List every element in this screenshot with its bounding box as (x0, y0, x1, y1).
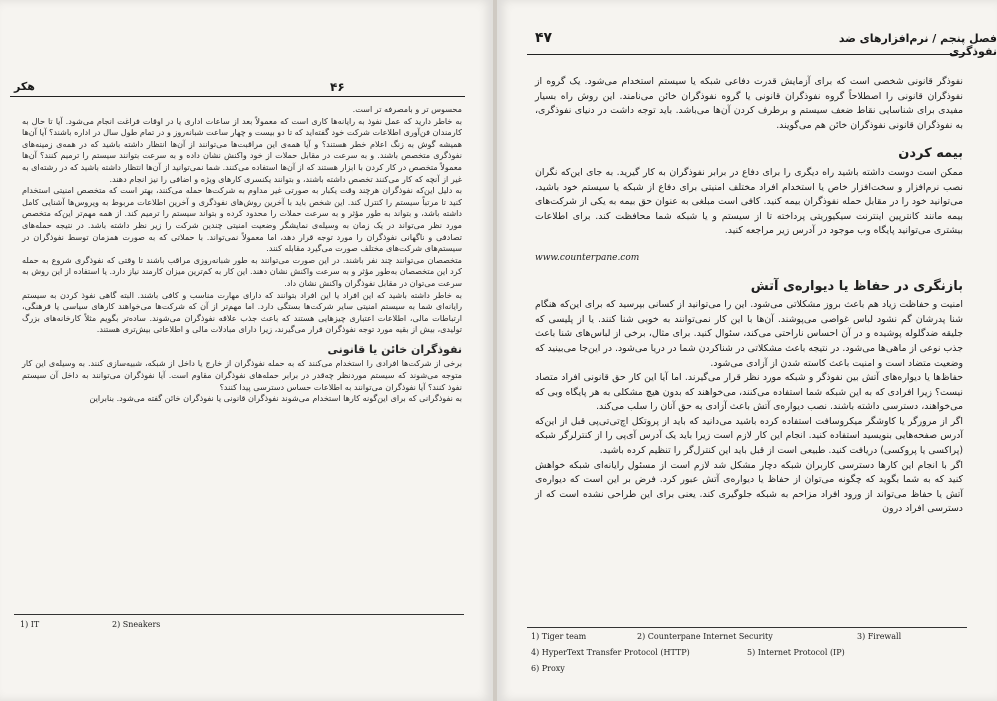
left-section-title: نفوذگران خائن یا قانونی (327, 342, 462, 356)
left-paragraph: محسوس تر و بامصرفه تر است. (352, 104, 462, 114)
left-paragraph: به خاطر داشته باشید که این افراد یا این افراد بتوانند که دارای مهارت مناسب و کافی باشند. البته گاهی نفوذ کردن به سیستم رایانه‌ای شما به سیستم امنیتی سایر شرکت‌ها بستگی دارد. اما مهم‌تر از آن که شرکت‌ها می‌خواهند کارهای سیاسی یا فرهنگی، ارتباطات مالی، اطلاعات اعتباری چیزهایی هستند که باعث جذب علاقه نفوذگران می‌شوند. ساده‌تر بگویم مثلاً کارخانه‌های بزرگ تولیدی، بیش از بقیه مورد توجه نفوذگران قرار می‌گیرند، زیرا دارای مبادلات مالی و اطلاعاتی بیش‌تری هستند. (22, 289, 462, 335)
counterpane-url: www.counterpane.com (535, 252, 640, 263)
right-page-number: ۴۷ (535, 30, 553, 46)
left-page-number: ۴۶ (330, 80, 345, 94)
left-paragraph: متخصصان می‌توانند چند نفر باشند. در این صورت می‌توانند به طور شبانه‌روزی مراقب باشند تا وقتی که نفوذگری شروع به حمله کرد این متخصصان به‌طور مؤثر و به سرعت واکنش نشان دهند. این کار به کم‌ترین میزان کارمند نیاز دارد. یا استفاده از این روش به سرعت می‌توان در مقابل نفوذگران واکنش نشان داد. (22, 254, 462, 288)
right-footnote: 5) Internet Protocol (IP) (747, 648, 845, 657)
right-footnote: 3) Firewall (857, 632, 902, 641)
left-section-paragraph: به نفوذگرانی که برای این‌گونه کارها استخدام می‌شوند نفوذگران قانونی یا نفوذگران خائن گفته می‌شود. بنابراین (89, 393, 462, 404)
right-page (497, 0, 997, 701)
left-paragraph: به خاطر دارید که عمل نفوذ به رایانه‌ها کاری است که معمولاً بعد از ساعات اداری یا در اوقات فراغت انجام می‌شود. آیا تا حال به کارمندان فن‌آوری اطلاعات شرکت خود گفته‌اید که تا دو بیست و چهار ساعت شبانه‌روز و در تمام طول سال در اداره باشند؟ آیا آن‌ها همیشه گوش به زنگ اعلام خطر هستند؟ و آیا همه‌ی این مراقبت‌ها می‌توانند از آن‌ها انتظار داشته باشید که در همه‌ی زمینه‌های نفوذگری متخصص باشند. و به سرعت در مقابل حملات از خود واکنش نشان داده و به سرعت بتوانند سیستم را ترمیم کنند؟ آن‌ها معمولاً متخصص در کار کردن با ابزار هستند که از آن‌ها استفاده می‌کنند. شما نمی‌توانید از آن‌ها انتظار داشته باشید که در رشته‌ای به غیر از آنچه که کار می‌کنند تخصص داشته باشند، و بتوانند یکنسری کارهای ویژه و اضافی را نیز انجام دهند. (22, 115, 462, 184)
right-paragraph: حفاظ‌ها یا دیواره‌های آتش بین نفوذگر و شبکه مورد نظر قرار می‌گیرند. اما آیا این کار حق قانونی افراد متصاد نیست؟ زیرا افرادی که به این شبکه شما استفاده می‌کنند، می‌خواهند که بدون هیچ مشکلی به هر پایگاه وبی که می‌خواهند، دسترسی داشته باشند. نصب دیواره‌ی آتش باعث آزادی به حق آنان را سلب می‌کند. (535, 372, 963, 413)
right-footnote: 6) Proxy (531, 664, 565, 673)
left-header-rule (10, 96, 465, 97)
right-section-paragraph: ممکن است دوست داشته باشید راه دیگری را برای دفاع در برابر نفوذگران به کار گیرید. به جای این‌که نگران نصب نرم‌افزار و سخت‌افزار خاص یا استخدام افراد مختلف امنیتی برای دفاع از شبکه یا سیستم خود باشید، می‌توانید خود را در مقابل حمله نفوذگران بیمه کنید. کافی است مبلغی به عنوان حق بیمه به یکی از شرکت‌های بیمه مانند کانترپین اینترنت سیکیوریتی پرداخته تا از سیستم و یا شبکه شما محافظت کند. برای اطلاعات بیشتری می‌توانید پایگاه وب موجود در آدرس زیر مراجعه کنید. (535, 166, 963, 237)
right-header-rule (527, 54, 967, 55)
left-footnote: 1) IT (20, 620, 40, 629)
left-paragraph: به دلیل این‌که نفوذگران هرچند وقت یکبار به صورتی غیر مداوم به شرکت‌ها حمله می‌کنند، بهتر است که متخصص امنیتی استخدام کنید تا مرتباً سیستم را کنترل کند. این شخص باید با آخرین روش‌های نفوذگری و آخرین اطلاعات مربوط به ویروس‌ها آشنایی کامل داشته باشد، و بتواند به طور مؤثر و به سرعت حملات را محدود کرده و بتواند سیستم را ترمیم کند. از همه مهم‌تر این‌که متخصص مورد نظر می‌تواند در یک زمان به وسیله‌ی نمایشگر وضعیت امنیتی چندین شرکت را زیر نظر داشته باشد. در نتیجه حمله‌های تصادفی و ناگهانی نفوذگران را مورد توجه قرار دهد، اما معمولاً نمی‌تواند. با حملاتی که به صورت همزمان توسط نفوذگران در سیستم‌های شرکت‌های مختلف صورت می‌گیرد مقابله کنند. (22, 185, 462, 254)
left-running-title: هکر (14, 80, 35, 93)
right-footnote: 1) Tiger team (531, 632, 587, 641)
right-body (535, 75, 963, 517)
left-page (0, 0, 493, 701)
right-footnote-rule (527, 627, 967, 628)
right-intro-paragraph: نفوذگر قانونی شخصی است که برای آزمایش قدرت دفاعی شبکه یا سیستم استخدام می‌شود. یک گروه از نفوذگران قانونی را اصطلاحاً گروه نفوذگران قانونی یا گروه نفوذگران خائن می‌نامند. این روش راه بسیار مفیدی برای شناسایی نقاط ضعف سیستم و برطرف کردن آن‌ها می‌باشد. باید توجه داشت در دنیای نفوذگری، به نفوذگران قانونی نفوذگران خائن هم می‌گویند. (535, 76, 963, 131)
left-body (22, 104, 462, 405)
right-section-title-insurance: بیمه کردن (898, 146, 963, 162)
right-footnote: 4) HyperText Transfer Protocol (HTTP) (531, 648, 690, 657)
left-footnote: 2) Sneakers (112, 620, 161, 629)
left-footnote-rule (14, 614, 464, 615)
right-paragraph: اگر با انجام این کارها دسترسی کاربران شبکه دچار مشکل شد لازم است از مسئول رایانه‌ای شبکه خواهش کنید که به شما بگوید که چگونه می‌توان از حفاظ یا دیواره‌ی آتش عبور کرد. فرض بر این است که دیواره‌ی آتش یا حفاظ می‌تواند از ورود افراد مزاحم به شبکه جلوگیری کند. یعنی برای این طراحی نشده است که از دسترسی افراد درون (535, 459, 963, 515)
left-section-paragraph: برخی از شرکت‌ها افرادی را استخدام می‌کنند که به حمله نفوذگران از خارج یا داخل از شبکه، شبیه‌سازی کنند. به وسیله‌ی این کار متوجه می‌شوند که سیستم موردنظر چه‌قدر در برابر حمله‌های نفوذگران مقاوم است. آیا نفوذگران می‌توانند به داخل آن سیستم نفوذ کنند؟ آیا نفوذگران می‌توانند به اطلاعات حساس دسترسی پیدا کنند؟ (22, 358, 462, 392)
right-paragraph: اگر از مرورگر یا کاوشگر میکروسافت استفاده کرده باشید می‌دانید که باید از پروتکل اچ‌تی‌تی‌پی قبل از این‌که آدرس صفحه‌هایی بنویسید استفاده کنید. انجام این کار لازم است زیرا باید یک آدرس آی‌پی را از کنترلرگر شبکه (پراکسی یا پروکسی) دریافت کنید. طبیعی است از قبل باید این کنترل‌گر را تنظیم کرده باشید. (535, 415, 963, 457)
right-running-title: فصل پنجم / نرم‌افزارهای ضد نفوذگری (838, 32, 997, 58)
right-footnote: 2) Counterpane Internet Security (637, 632, 773, 641)
right-section-title-firewall: بازنگری در حفاظ یا دیواره‌ی آتش (750, 278, 963, 294)
right-paragraph: امنیت و حفاظت زیاد هم باعث بروز مشکلاتی می‌شود. این را می‌توانید از کسانی بپرسید که برای این‌که هنگام شنا پدرشان گم نشود لباس غواصی می‌پوشند. آن‌ها با این کار نمی‌توانند به خوبی شنا کنند. یا از پلیسی که جلیقه ضدگلوله پوشیده و در آن احساس ناراحتی می‌کند، سئوال کنید. برای مثال، برخی از لباس‌های شنا باعث جذب نوعی از ماهی‌ها می‌شود. در نتیجه باعث مشکلاتی در شناکردن شما در دریا می‌شود. در این‌جا می‌بینید که وضعیت متضاد است و امنیت باعث کاسته شدن از آزادی می‌شود. (535, 299, 963, 369)
